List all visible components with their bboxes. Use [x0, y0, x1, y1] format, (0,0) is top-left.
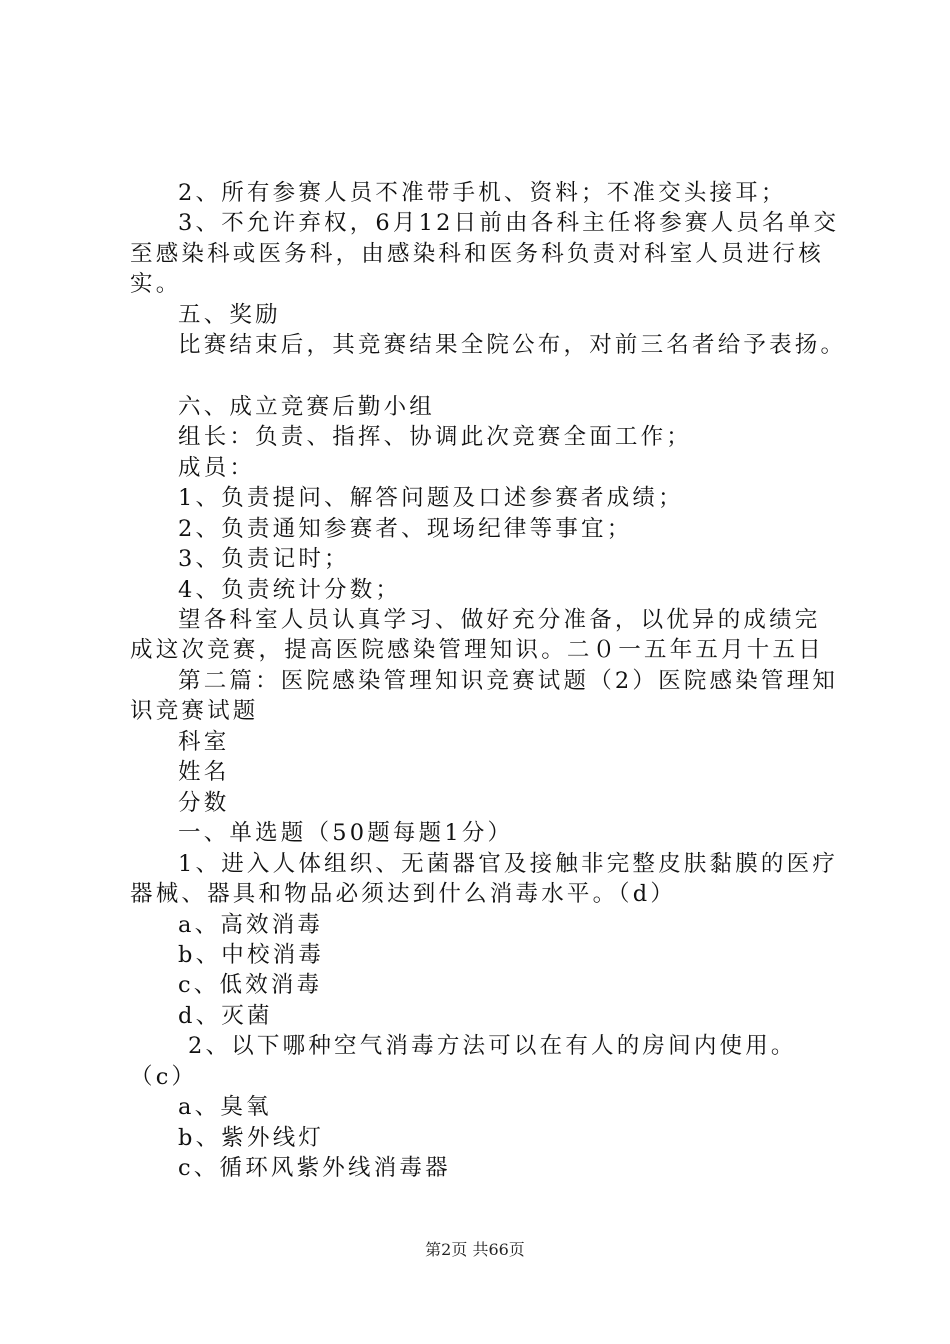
- paragraph-line: 成这次竞赛，提高医院感染管理知识。二０一五年五月十五日: [130, 637, 824, 663]
- paragraph-line: 3、不允许弃权，6月12日前由各科主任将参赛人员名单交: [178, 210, 840, 236]
- answer-option: c、循环风紫外线消毒器: [178, 1155, 451, 1181]
- list-item: 2、负责通知参赛者、现场纪律等事宜；: [178, 516, 633, 542]
- question-text: 器械、器具和物品必须达到什么消毒水平。（d）: [130, 881, 677, 907]
- paragraph-line: 望各科室人员认真学习、做好充分准备，以优异的成绩完: [178, 607, 821, 633]
- form-label: 分数: [178, 790, 230, 816]
- section-heading: 一、单选题（50题每题1分）: [178, 820, 514, 846]
- section-heading: 六、成立竞赛后勤小组: [178, 394, 436, 420]
- list-item: 1、负责提问、解答问题及口述参赛者成绩；: [178, 485, 684, 511]
- answer-option: a、臭氧: [178, 1094, 272, 1120]
- answer-option: b、紫外线灯: [178, 1125, 325, 1151]
- page-number-footer: 第2页 共66页: [425, 1240, 525, 1259]
- paragraph-line: 比赛结束后，其竞赛结果全院公布，对前三名者给予表扬。: [178, 332, 847, 358]
- form-label: 姓名: [178, 759, 230, 785]
- section-heading: 五、奖励: [178, 302, 281, 328]
- list-item: 4、负责统计分数；: [178, 577, 402, 603]
- answer-option: b、中校消毒: [178, 942, 325, 968]
- question-answer: （c）: [130, 1064, 198, 1090]
- paragraph-line: 组长：负责、指挥、协调此次竞赛全面工作；: [178, 424, 693, 450]
- answer-option: a、高效消毒: [178, 912, 324, 938]
- question-text: 1、进入人体组织、无菌器官及接触非完整皮肤黏膜的医疗: [178, 851, 839, 877]
- form-label: 科室: [178, 729, 230, 755]
- paragraph-line: 2、所有参赛人员不准带手机、资料；不准交头接耳；: [178, 180, 787, 206]
- answer-option: d、灭菌: [178, 1003, 273, 1029]
- paragraph-line: 成员：: [178, 455, 256, 481]
- paragraph-line: 实。: [130, 271, 182, 297]
- answer-option: c、低效消毒: [178, 972, 323, 998]
- question-text: 2、以下哪种空气消毒方法可以在有人的房间内使用。: [188, 1033, 797, 1059]
- paragraph-line: 识竞赛试题: [130, 698, 259, 724]
- list-item: 3、负责记时；: [178, 546, 350, 572]
- paragraph-line: 第二篇：医院感染管理知识竞赛试题（2）医院感染管理知: [178, 668, 839, 694]
- paragraph-line: 至感染科或医务科，由感染科和医务科负责对科室人员进行核: [130, 241, 824, 267]
